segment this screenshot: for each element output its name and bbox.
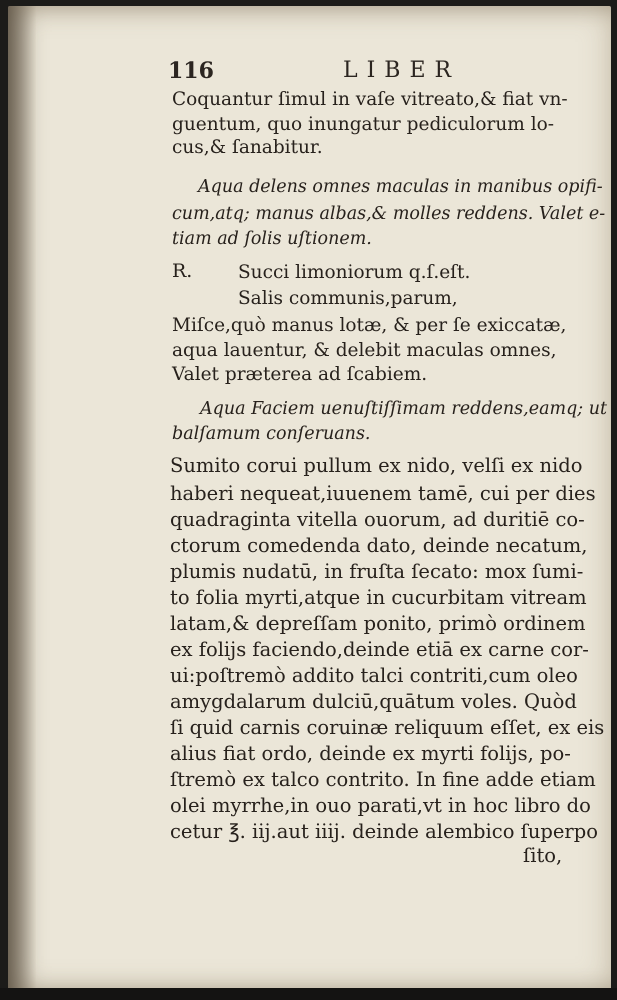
ingredient-line: Succi limoniorum q.ſ.eſt.	[238, 262, 471, 283]
text-line: guentum, quo inungatur pediculorum lo-	[172, 114, 555, 135]
text-line: haberi nequeat,iuuenem tamē, cui per dies	[170, 482, 596, 505]
text-line: ui:poſtremò addito talci contriti,cum oleo	[170, 664, 578, 687]
text-line: cetur ℥. iij.aut iiij. deinde alembico ſuperpo	[170, 820, 598, 843]
recipe-heading: cum,atq; manus albas,& molles reddens. Valet e-	[172, 204, 606, 224]
text-line: Valet præterea ad ſcabiem.	[172, 364, 428, 385]
text-line: ex folijs faciendo,deinde etiā ex carne cor-	[170, 638, 589, 661]
text-line: ſi quid carnis coruinæ reliquum eſſet, ex eis	[170, 716, 605, 739]
recipe-heading: Aqua Faciem uenuſtiſſimam reddens,eamq; ut	[200, 399, 608, 419]
page-gutter-shadow	[8, 6, 36, 992]
text-line: latam,& depreſſam ponito, primò ordinem	[170, 612, 586, 635]
text-line: olei myrrhe,in ouo parati,vt in hoc libro do	[170, 794, 591, 817]
text-line: ſito,	[523, 844, 563, 867]
page-header	[168, 58, 508, 86]
recipe-symbol: R.	[172, 260, 193, 282]
recipe-heading: tiam ad ſolis uſtionem.	[172, 229, 372, 249]
text-line: Coquantur ſimul in vaſe vitreato,& fiat vn-	[172, 89, 568, 110]
page-number: 116	[168, 58, 214, 84]
text-line: ctorum comedenda dato, deinde necatum,	[170, 534, 588, 557]
running-head: LIBER	[343, 58, 461, 83]
text-line: quadraginta vitella ouorum, ad duritiē co-	[170, 508, 585, 531]
text-line: plumis nudatū, in fruſta ſecato: mox ſumi-	[170, 560, 584, 583]
text-line: aqua lauentur, & delebit maculas omnes,	[172, 340, 557, 361]
text-line: Sumito corui pullum ex nido, velſi ex nido	[170, 454, 583, 477]
recipe-heading: Aqua delens omnes maculas in manibus opifi-	[198, 177, 603, 197]
bottom-edge	[0, 988, 617, 1000]
text-line: amygdalarum dulciū,quātum voles. Quòd	[170, 690, 577, 713]
ingredient-line: Salis communis,parum,	[238, 288, 458, 309]
text-line: alius fiat ordo, deinde ex myrti folijs, po-	[170, 742, 571, 765]
text-line: cus,& ſanabitur.	[172, 137, 323, 158]
recipe-heading: balſamum conſeruans.	[172, 424, 371, 444]
text-line: Miſce,quò manus lotæ, & per ſe exiccatæ,	[172, 315, 567, 336]
text-line: ſtremò ex talco contrito. In fine adde etiam	[170, 768, 596, 791]
text-line: to folia myrti,atque in cucurbitam vitream	[170, 586, 587, 609]
